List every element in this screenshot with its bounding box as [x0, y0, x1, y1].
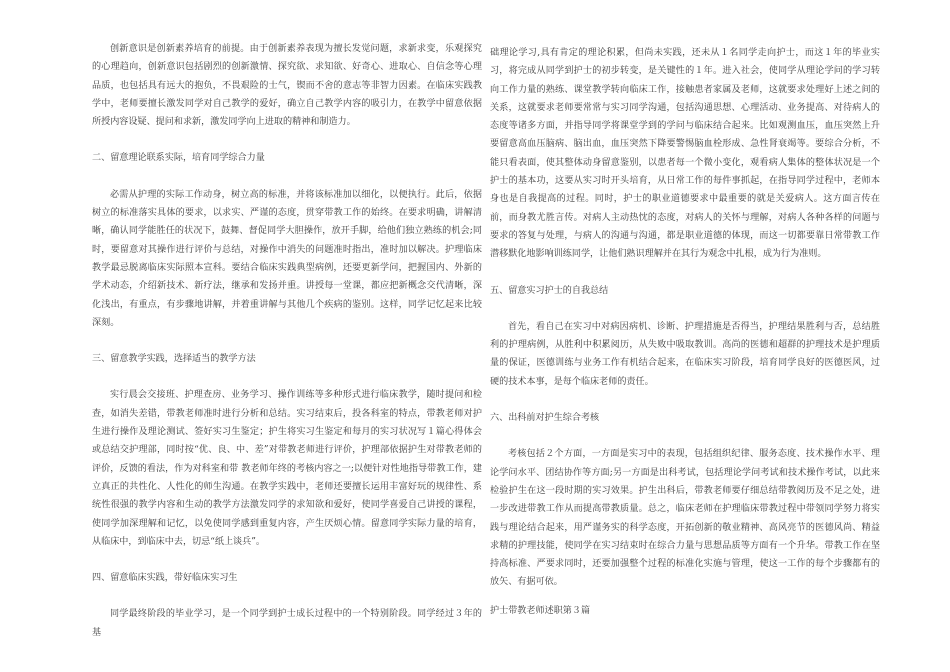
spacer [92, 131, 482, 149]
section-heading: 六、出科前对护生综合考核 [490, 413, 600, 424]
body-paragraph: 实行晨会交接班、护理查房、业务学习、操作训练等多种形式进行临床教学，随时提问和检查，如消失差错，带教老师准时进行分析和总结。实习结束后，投各科室的特点，带教老师对护生进行操作及理论测试、签好实习生鉴定；护生将实习生鉴定和每月的实习状况写１篇心得体会或总结交护理部，同时按“优、良、中、差”对带教老师进行评价，护理部依据护生对带教老师的评价，反馈的看法，作为对科室和带 教老师年终的考核内容之一;以便针对性地指导带教工作，建立真正的共性化、人性化的师生沟通。在教学实践中，老师还要擅长运用丰富好玩的规律性、系统性很强的教学内容和生动的教学方法激发同学的求知欲和爱好，使同学喜爱自己讲授的课程，使同学加深理解和记忆，以免使同学感到重复内容，产生厌烦心情。留意同学实际力量的培育，从临床中，到临床中去，切忌“纸上谈兵”。 [92, 390, 482, 547]
section-heading: 五、留意实习护士的自我总结 [490, 285, 609, 296]
body-paragraph: 创新意识是创新素养培育的前提。由于创新素养表现为擅长发觉问题，求新求变，乐观探究的心理趋向，创新意识包括剧烈的创新激情、探究欲、求知欲、好奇心、进取心、自信念等心理品质，也包括具有远大的抱负，不畏艰险的士气，锲而不舍的意志等非智力因素。在临床实践教学中，老师要擅长激发同学对自己教学的爱好，确立自己教学内容的吸引力，在教学中留意依据所授内容设疑、提问和求新，激发同学向上进取的精神和制造力。 [92, 44, 482, 128]
section-heading: 护士带教老师述职第３篇 [490, 605, 591, 616]
section-heading: 二、留意理论联系实际，培育同学综合力量 [92, 153, 265, 164]
spacer [92, 551, 482, 569]
spacer [490, 264, 880, 282]
body-paragraph: 础理论学习,具有肯定的理论积累，但尚未实践，还未从１名同学走向护士，而这１年的毕业实习，将完成从同学到护士的初步转变，是关键性的１年。进入社会，使同学从理论学问的学习转向工作力量的熟练、课堂教学转向临床工作，接触患者家属及老师，这就要求处理好上述之间的关系，这就要求老师要常常与实习同学沟通，包括沟通思想、心理活动、业务提高、对待病人的态度等诸多方面，并指导同学将课堂学到的学问与临床结合起来。比如观测血压，血压突然上升要留意高血压脑病、脑出血，血压突然下降要警惕脑血栓形成、急性肾衰竭等。要综合分析，不能只看表面，使其整体动身留意鉴别，以患者每一个微小变化，观看病人集体的整体状况是一个护士的基本功，这要从实习时开头培育，从日常工作的每件事抓起，在指导同学过程中，老师本身也是自我提高的过程。同时，护士的职业道德要求中最重要的就是关爱病人。这方面言传在前，而身教尤胜言传。对病人主动热忱的态度，对病人的关怀与理解，对病人各种各样的问题与要求的答复与处理，与病人的沟通与沟通，都是职业道德的体现，而这一切都要靠日常带教工作潜移默化地影响训练同学，让他们熟识理解并在其行为观念中扎根，成为行为准则。 [490, 48, 880, 260]
spacer [92, 587, 482, 605]
body-paragraph: 考核包括２个方面，一方面是实习中的表现，包括组织纪律、服务态度、技术操作水平、理论学问水平、团结协作等方面;另一方面是出科考试，包括理论学问考试和技术操作考试，以此来检验护生在这一段时期的实习效果。护生出科后，带教老师要仔细总结带教阅历及不足之处，进一步改进带教工作从而提高带教质量。总之，临床老师在护理临床带教过程中带领同学努力将实践与理论结合起来，用严谨务实的科学态度，开拓创新的敬业精神、高风亮节的医德风尚、精益求精的护理技能，使同学在实习结束时在综合力量与思想品质等方面有一个升华。带教工作在坚持高标准、严要求同时，还要加强整个过程的标准化实施与管理，使这一工作的每个步骤都有的放矢、有据可依。 [490, 449, 880, 588]
spacer [490, 427, 880, 445]
spacer [92, 332, 482, 350]
spacer [490, 391, 880, 409]
spacer [490, 592, 880, 602]
spacer [490, 300, 880, 318]
spacer [92, 368, 482, 386]
left-column [92, 40, 482, 642]
section-heading: 三、留意教学实践，选择适当的教学方法 [92, 354, 256, 365]
body-paragraph: 首先，看自己在实习中对病因病机、诊断、护理措施是否得当，护理结果胜利与否，总结胜利的护理病例，从胜利中积累阅历，从失败中吸取教训。高尚的医德和超群的护理技术是护理质量的保证，医德训练与业务工作有机结合起来，在临床实习阶段，培育同学良好的医德医风，过硬的技术本事，是每个临床老师的责任。 [490, 321, 880, 387]
body-paragraph: 同学最终阶段的毕业学习，是一个同学到护士成长过程中的一个特别阶段。同学经过３年的基 [92, 609, 482, 638]
body-paragraph: 必需从护理的实际工作动身，树立高的标准，并将该标准加以细化，以便执行。此后，依据树立的标准落实具体的要求，以求实、严谨的态度，贯穿带教工作的始终。在要求明确，讲解清晰，确认同学能胜任的状况下，鼓舞、督促同学大胆操作，放开手脚，给他们独立熟练的机会;同时，要留意对其操作进行评价与总结，对操作中消失的问题准时指出，准时加以解决。护理临床教学最忌脱离临床实际照本宣科。要结合临床实践典型病例，还要更新学问，把握国内、外新的学术动态，介绍新技术、新疗法，继承和发扬并重。讲授每一堂课，都应把新概念交代清晰，深化浅出，有重点，有步骤地讲解，并着重讲解与其他几个疾病的鉴别。这样，同学记忆起来比较深刻。 [92, 189, 482, 328]
right-column [490, 44, 880, 620]
section-heading: 四、留意临床实践，带好临床实习生 [92, 573, 238, 584]
spacer [92, 168, 482, 186]
